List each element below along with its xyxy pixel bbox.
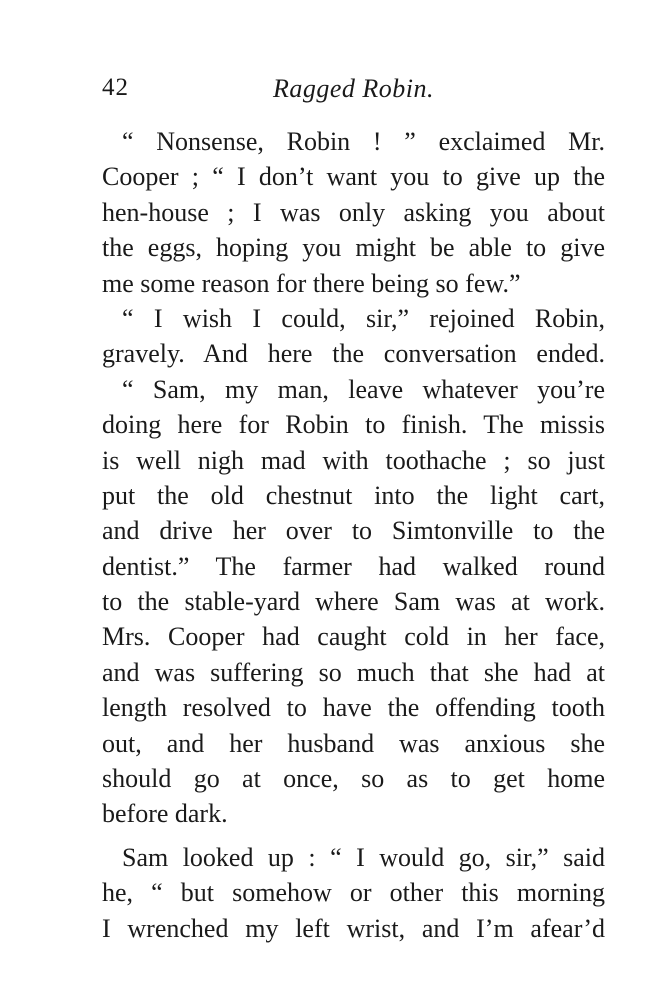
text-line: put the old chestnut into the light cart, — [102, 480, 605, 510]
text-line: and drive her over to Simtonville to the — [102, 516, 605, 546]
paragraph — [102, 124, 605, 301]
text-line: dentist.” The farmer had walked round — [102, 551, 605, 581]
text-line: before dark. — [102, 799, 228, 829]
text-line: Sam looked up : “ I would go, sir,” said — [122, 842, 605, 872]
text-line: length resolved to have the offending tooth — [102, 693, 605, 723]
text-line: out, and her husband was anxious she — [102, 728, 605, 758]
text-line: to the stable-yard where Sam was at work. — [102, 587, 605, 617]
page-header — [102, 74, 605, 110]
paragraph — [102, 372, 605, 832]
text-line: “ Sam, my man, leave whatever you’re — [122, 374, 605, 404]
page-number: 42 — [102, 74, 129, 101]
text-line: he, “ but somehow or other this morning — [102, 878, 605, 908]
text-line: me some reason for there being so few.” — [102, 268, 521, 298]
text-line: and was suffering so much that she had at — [102, 657, 605, 687]
paragraph — [102, 840, 605, 946]
running-title: Ragged Robin. — [272, 74, 435, 103]
text-line: the eggs, hoping you might be able to give — [102, 233, 605, 263]
text-line: doing here for Robin to finish. The missis — [102, 410, 605, 440]
text-line: should go at once, so as to get home — [102, 764, 605, 794]
paragraph — [102, 301, 605, 372]
text-line: “ Nonsense, Robin ! ” exclaimed Mr. — [122, 127, 605, 156]
text-line: I wrenched my left wrist, and I’m afear’d — [102, 913, 605, 943]
text-line: Cooper ; “ I don’t want you to give up the — [102, 162, 605, 192]
text-line: Mrs. Cooper had caught cold in her face, — [102, 622, 605, 652]
text-line: is well nigh mad with toothache ; so just — [102, 445, 605, 475]
text-line: “ I wish I could, sir,” rejoined Robin, — [122, 303, 605, 333]
body-text — [102, 124, 605, 946]
text-line: hen-house ; I was only asking you about — [102, 197, 605, 227]
text-line: gravely. And here the conversation ended. — [102, 339, 605, 369]
